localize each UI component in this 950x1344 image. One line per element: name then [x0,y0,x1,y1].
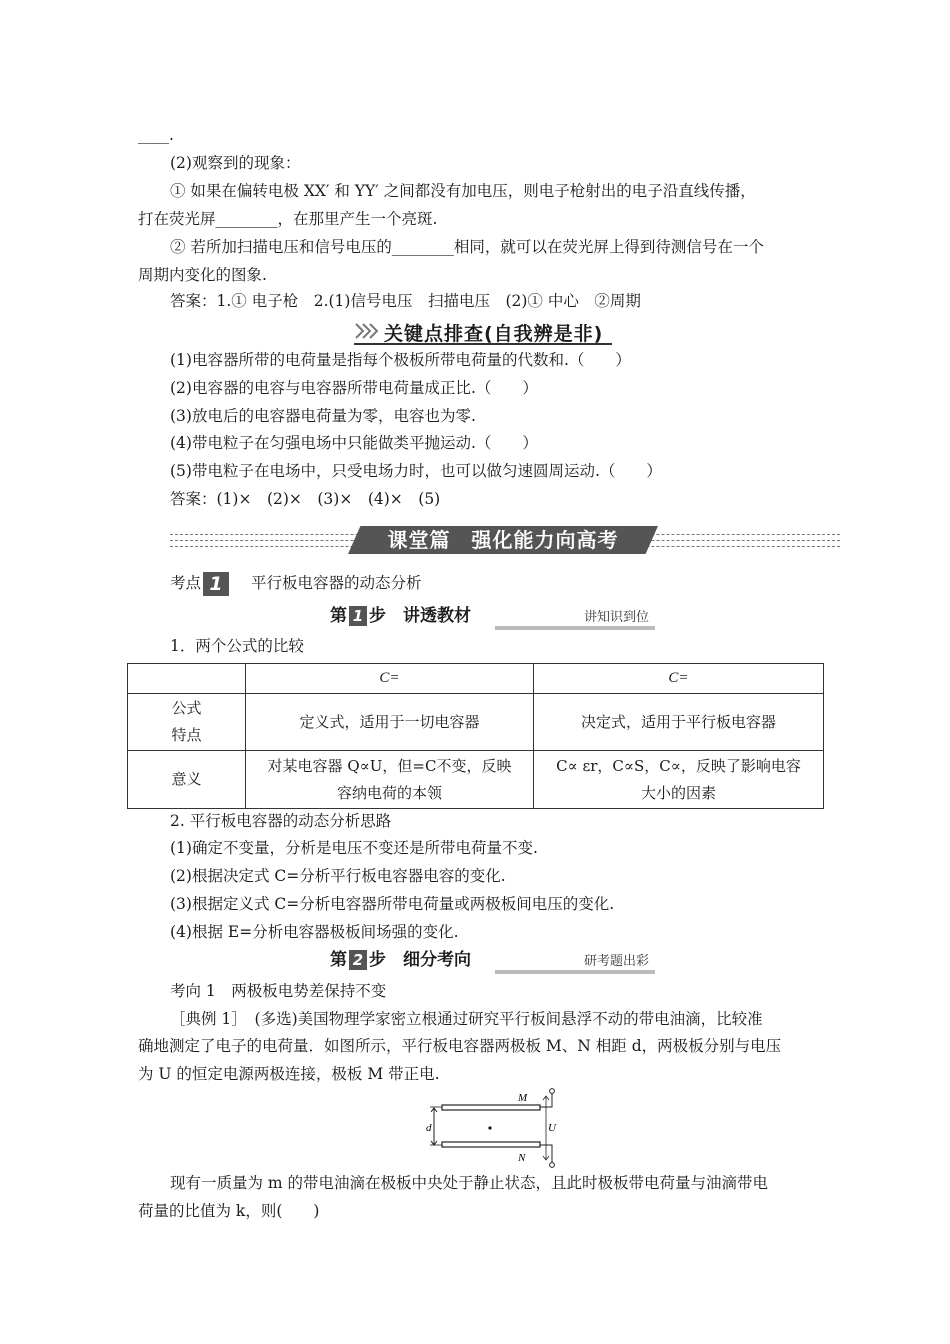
step1-rule [495,626,655,630]
formula-comparison-table [127,663,824,809]
terminal-top [550,1089,555,1094]
kaodian-prefix: 考点 [170,574,202,592]
judge-4: (4)带电粒子在匀强电场中只能做类平抛运动.（ ） [170,434,538,452]
analysis-2: (2)根据决定式 C=分析平行板电容器电容的变化. [170,867,506,885]
table-row-label-meaning: 意义 [128,751,246,809]
step1-number: 1 [349,606,367,626]
judge-2: (2)电容器的电容与电容器所带电荷量成正比.（ ） [170,379,538,397]
capacitor-diagram [422,1087,562,1169]
step2-title: 步 细分考向 [369,950,471,970]
observation-1-cont: 打在荧光屏________，在那里产生一个亮斑. [138,210,438,228]
analysis-1: (1)确定不变量，分析是电压不变还是所带电荷量不变. [170,839,538,857]
classroom-banner [170,526,840,554]
table-row-label-features: 公式 特点 [128,694,246,751]
table-corner [128,664,246,694]
section-underline [354,343,612,345]
label-m: M [518,1092,528,1104]
step1-pre: 第 [330,606,347,626]
section-header [354,319,612,345]
example-line-3: 为 U 的恒定电源两极连接，极板 M 带正电. [138,1065,440,1083]
plate-n [442,1142,540,1147]
judge-3: (3)放电后的电容器电荷量为零，电容也为零. [170,407,476,425]
table-cell-determination-meaning [534,751,824,809]
chevrons-icon [354,320,382,342]
observation-heading: (2)观察到的现象： [170,154,301,172]
step2-header [330,948,655,974]
observation-2-cont: 周期内变化的图象. [138,266,267,284]
analysis-3: (3)根据定义式 C=分析电容器所带电荷量或两极板间电压的变化. [170,895,615,913]
step2-pre: 第 [330,950,347,970]
step2-number: 2 [349,950,367,970]
kaoxiang-heading: 考向 1 两极板电势差保持不变 [170,982,387,1000]
table-cell-determination-feature: 决定式，适用于平行板电容器 [534,694,824,751]
table-header-definition: C= [246,664,534,694]
oil-droplet [488,1126,491,1129]
table-cell-text: 对某电容器 Q∝U，但=C不变，反映 [267,756,512,775]
judge-1: (1)电容器所带的电荷量是指每个极板所带电荷量的代数和.（ ） [170,351,631,369]
label-u: U [548,1122,556,1134]
table-cell-definition-feature: 定义式，适用于一切电容器 [246,694,534,751]
analysis-4: (4)根据 E=分析电容器极板间场强的变化. [170,923,459,941]
observation-2: ② 若所加扫描电压和信号电压的________相同，就可以在荧光屏上得到待测信号在一个 [170,238,764,256]
example-line-1: ［典例 1］ (多选)美国物理学家密立根通过研究平行板间悬浮不动的带电油滴，比较准 [170,1010,763,1028]
step1-title: 步 讲透教材 [369,606,471,626]
example-line-2: 确地测定了电子的电荷量．如图所示，平行板电容器两极板 M、N 相距 d，两极板分别与电压 [138,1037,782,1055]
comparison-heading: 1．两个公式的比较 [170,637,304,655]
kaodian-number: 1 [203,572,229,596]
kaodian-heading [170,572,422,596]
step1-header [330,604,655,630]
analysis-heading: 2. 平行板电容器的动态分析思路 [170,812,392,830]
table-cell-text: 容纳电荷的本领 [336,783,442,802]
observation-1: ① 如果在偏转电极 XX′ 和 YY′ 之间都没有加电压，则电子枪射出的电子沿直线传播， [170,182,756,200]
question-line-1: 现有一质量为 m 的带电油滴在极板中央处于静止状态，且此时极板带电荷量与油滴带电 [170,1174,769,1192]
table-cell-definition-meaning [246,751,534,809]
section-title: 关键点排查(自我辨是非) [384,323,604,345]
step1-subtitle: 讲知识到位 [583,610,649,625]
table-cell-text: C∝ εr，C∝S，C∝，反映了影响电容 [556,756,801,775]
terminal-bottom [550,1163,555,1168]
line-blank: ____. [138,126,174,144]
question-line-2: 荷量的比值为 k，则( ) [138,1202,320,1220]
plate-m [442,1105,540,1110]
step2-subtitle: 研考题出彩 [583,954,649,969]
label-d: d [426,1122,432,1134]
answer-1: 答案：1.① 电子枪 2.(1)信号电压 扫描电压 (2)① 中心 ②周期 [170,292,641,310]
table-cell-text: 大小的因素 [640,783,716,802]
label-n: N [518,1152,526,1164]
step2-rule [495,970,655,974]
judge-answer: 答案：(1)× (2)× (3)× (4)× (5) [170,490,441,508]
table-header-determination: C= [534,664,824,694]
judge-5: (5)带电粒子在电场中，只受电场力时，也可以做匀速圆周运动.（ ） [170,462,662,480]
banner-title: 课堂篇 强化能力向高考 [387,528,619,552]
kaodian-title: 平行板电容器的动态分析 [251,574,422,592]
